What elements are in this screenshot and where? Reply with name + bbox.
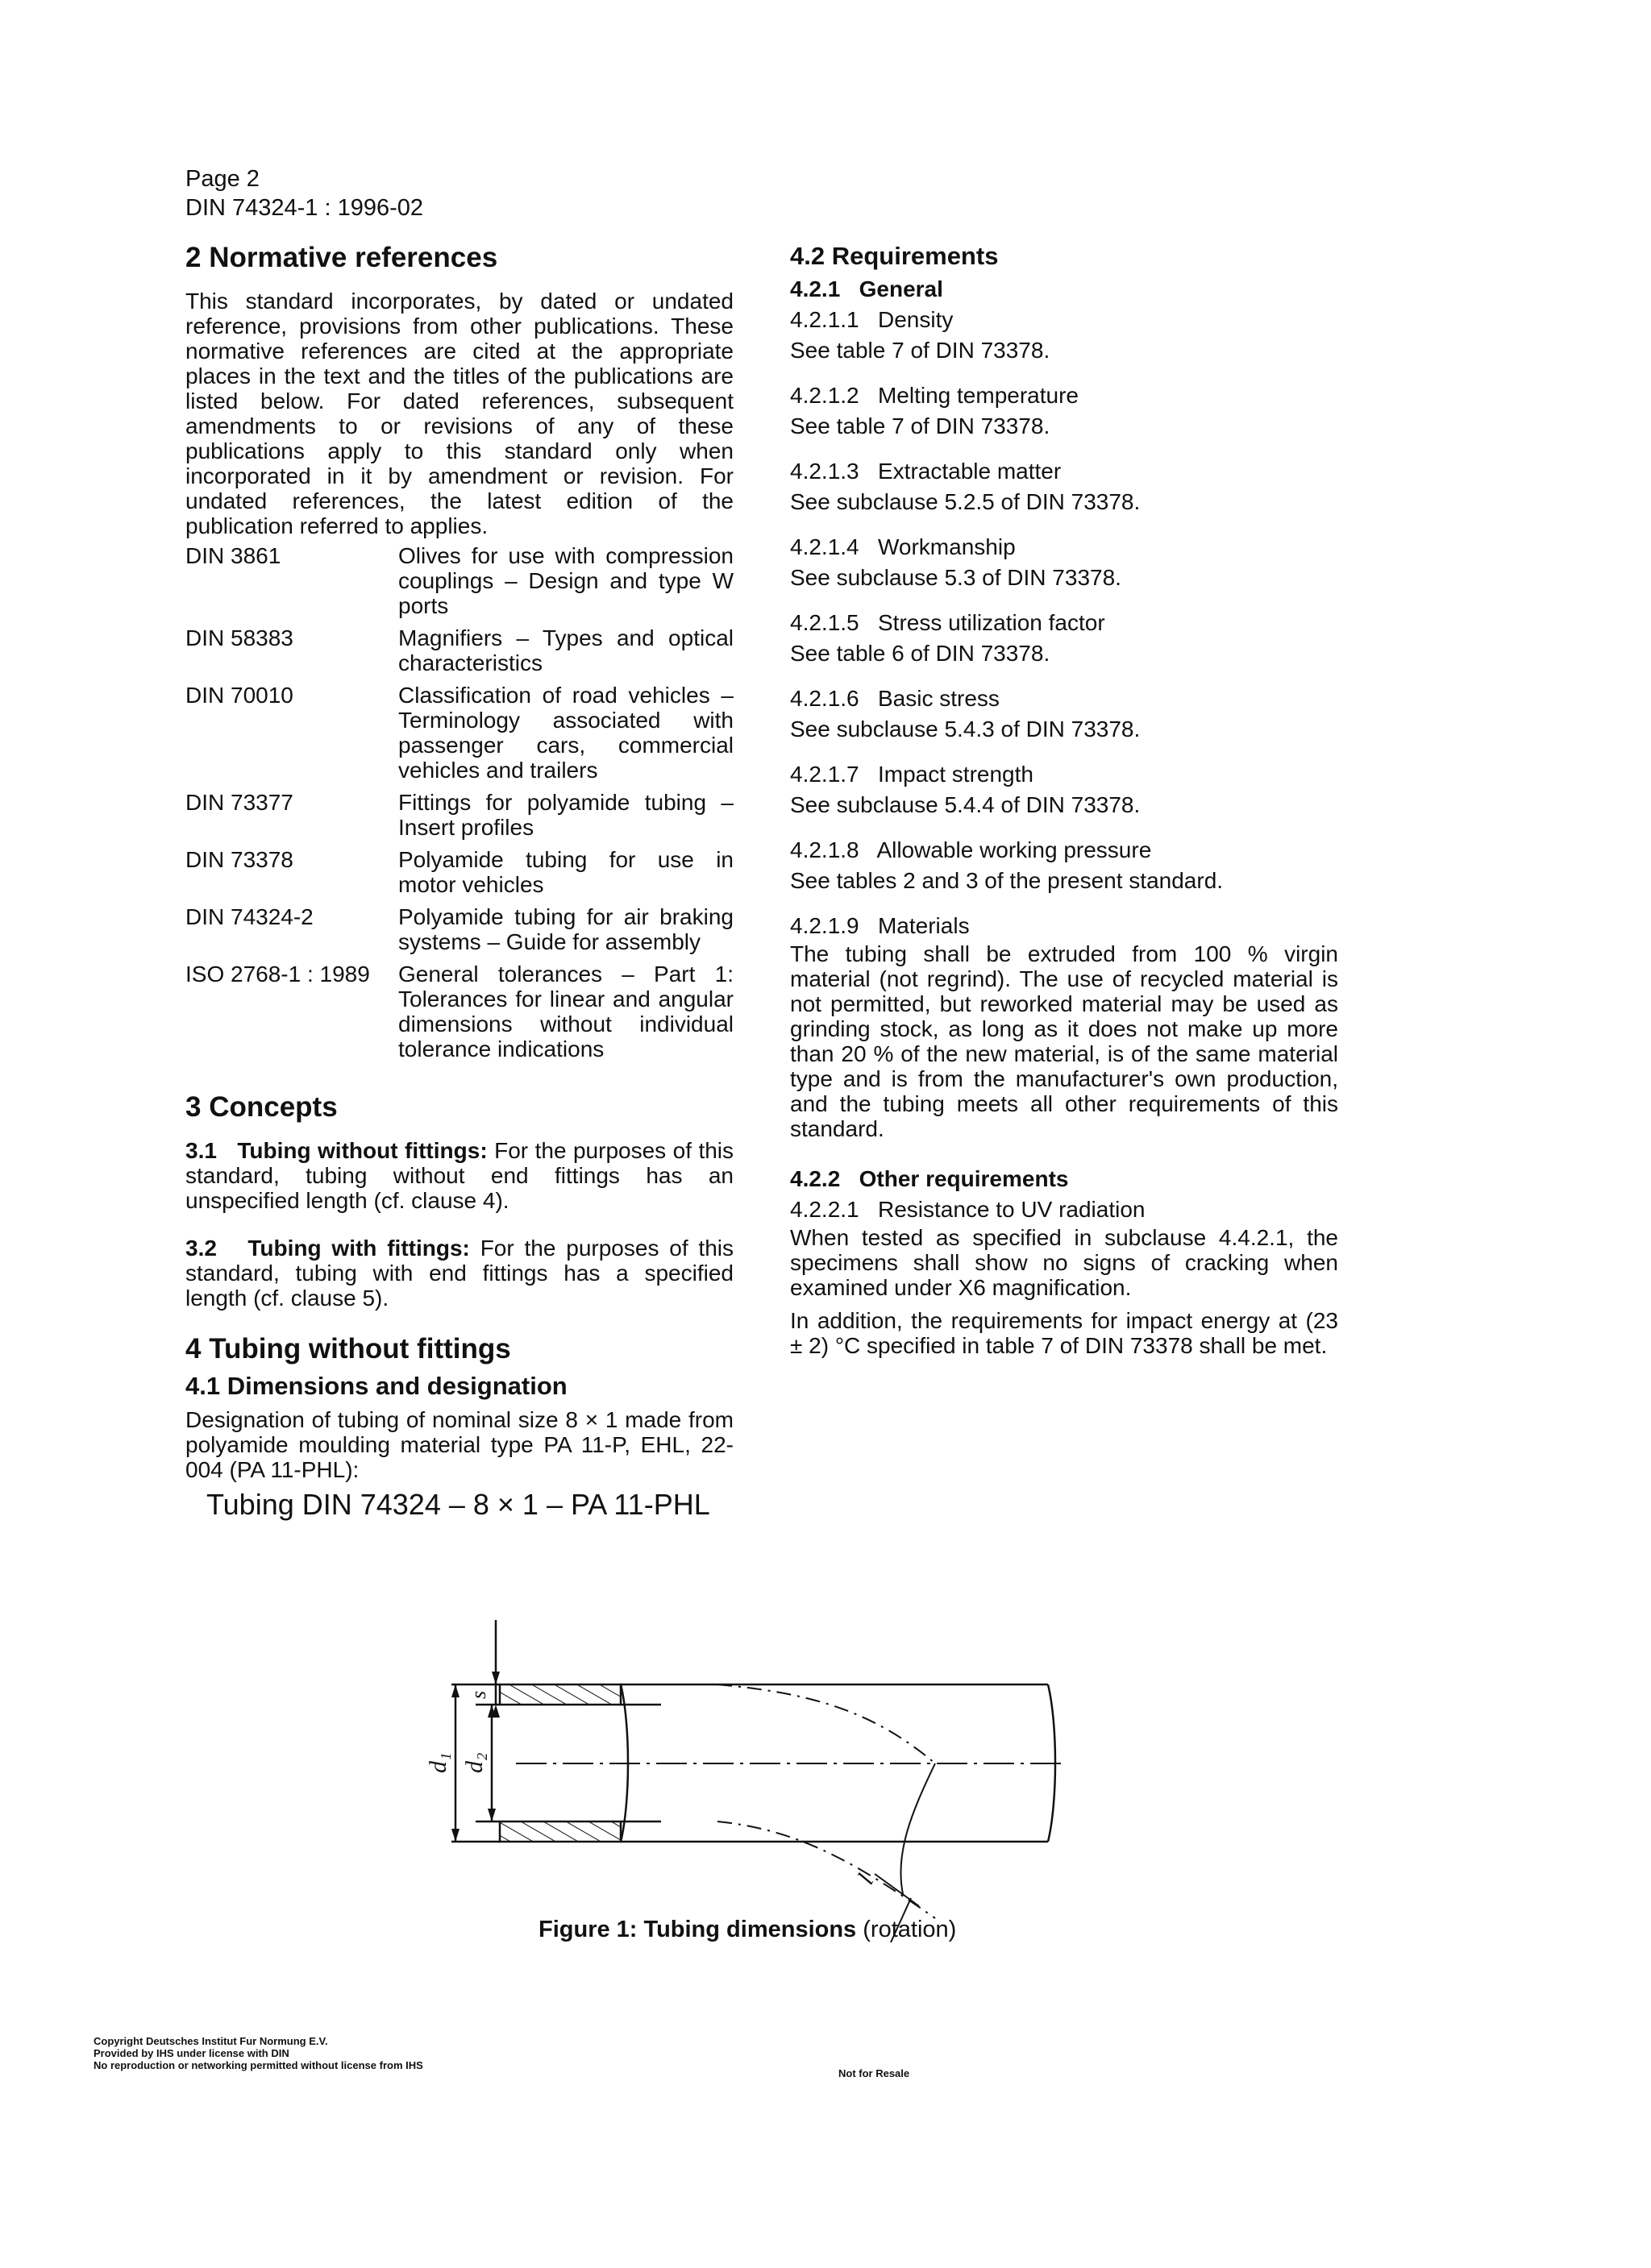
clause-4-2-1	[790, 274, 1338, 305]
uv-number: 4.2.2.1	[790, 1197, 859, 1222]
l-label: l	[852, 1869, 880, 1889]
section-4-1-text: Designation of tubing of nominal size 8 × 1 made from polyamide moulding material type PA 11-P, EHL, 22-004 (PA 11-PHL):	[185, 1407, 734, 1482]
requirement-heading	[790, 608, 1338, 638]
requirement-title: Density	[877, 307, 954, 332]
document-id: DIN 74324-1 : 1996-02	[185, 195, 424, 221]
copyright-footer	[94, 2035, 423, 2071]
reference-row	[185, 543, 734, 618]
requirement-item	[790, 683, 1338, 745]
s-label: s	[467, 1690, 490, 1699]
requirement-text: See subclause 5.4.3 of DIN 73378.	[790, 717, 1141, 741]
reference-title: Olives for use with compression couplings – Design and type W ports	[398, 543, 734, 618]
reference-title: Polyamide tubing for use in motor vehicles	[398, 847, 734, 897]
requirement-heading	[790, 835, 1338, 866]
references-table	[185, 543, 734, 1061]
figure-caption-title: Figure 1: Tubing dimensions	[539, 1917, 857, 1942]
materials-text: The tubing shall be extruded from 100 % virgin material (not regrind). The use of recycled material is not permitted, but reworked material may be used as grinding stock, as long as it does not make up more than 20 % of the new material, is of the same material type and is from the manufacturer's own production, and the tubing meets all other requirements of this standard.	[790, 941, 1338, 1141]
license-line: Provided by IHS under license with DIN	[94, 2047, 289, 2059]
requirement-text: See table 7 of DIN 73378.	[790, 413, 1050, 438]
clause-4-2-2-title: Other requirements	[859, 1166, 1069, 1191]
clause-4-2-1-number: 4.2.1	[790, 276, 841, 301]
reference-row	[185, 790, 734, 840]
requirement-text: See tables 2 and 3 of the present standard.	[790, 868, 1224, 893]
uv-text-1: When tested as specified in subclause 4.4.2.1, the specimens shall show no signs of cracking when examined under X6 magnification.	[790, 1225, 1338, 1300]
figure-caption	[539, 1917, 956, 1943]
section-2-heading: 2 Normative references	[185, 242, 498, 273]
page-number: Page 2	[185, 166, 260, 192]
clause-4-2-2-number: 4.2.2	[790, 1166, 841, 1191]
left-column	[185, 242, 734, 1522]
d2-label: d₂	[461, 1752, 488, 1773]
reference-doc: DIN 58383	[185, 625, 293, 650]
requirement-text: See table 7 of DIN 73378.	[790, 338, 1050, 363]
clause-3-2	[185, 1236, 734, 1311]
reference-title: General tolerances – Part 1: Tolerances for linear and angular dimensions without individual tolerance indications	[398, 962, 734, 1061]
requirement-text: See subclause 5.3 of DIN 73378.	[790, 565, 1121, 590]
requirement-title: Allowable working pressure	[876, 837, 1152, 862]
requirement-heading	[790, 380, 1338, 411]
figure-caption-note: (rotation)	[863, 1917, 957, 1942]
upper-wall-section	[500, 1684, 621, 1705]
clause-3-2-term: Tubing with fittings:	[247, 1236, 470, 1261]
reference-doc: DIN 73377	[185, 790, 293, 815]
section-3-heading: 3 Concepts	[185, 1091, 338, 1123]
clause-3-2-number: 3.2	[185, 1236, 217, 1261]
reference-row	[185, 962, 734, 1061]
requirement-text: See table 6 of DIN 73378.	[790, 641, 1050, 666]
designation-example: Tubing DIN 74324 – 8 × 1 – PA 11-PHL	[206, 1488, 710, 1521]
requirement-title: Basic stress	[877, 686, 1000, 711]
reference-doc: DIN 74324-2	[185, 904, 314, 929]
reference-title: Polyamide tubing for air braking systems – Guide for assembly	[398, 904, 734, 954]
reference-row	[185, 904, 734, 954]
not-for-resale-notice: Not for Resale	[838, 2067, 910, 2079]
section-2-text: This standard incorporates, by dated or undated reference, provisions from other publications. These normative references are cited at the appropriate places in the text and the titles of the publications are listed below. For dated references, subsequent amendments to or revisions of any of these publications apply to this standard only when incorporated in it by amendment or revision. For undated references, the latest edition of the publication referred to applies.	[185, 289, 734, 538]
requirement-number: 4.2.1.8	[790, 837, 859, 862]
materials-title: Materials	[877, 913, 970, 938]
reference-row	[185, 847, 734, 897]
requirement-number: 4.2.1.2	[790, 383, 859, 408]
requirement-title: Workmanship	[877, 534, 1016, 559]
requirement-heading	[790, 305, 1338, 335]
requirement-item	[790, 835, 1338, 896]
requirement-number: 4.2.1.4	[790, 534, 859, 559]
reproduction-line: No reproduction or networking permitted without license from IHS	[94, 2059, 423, 2071]
clause-3-1-term: Tubing without fittings:	[237, 1138, 488, 1163]
clause-4-2-1-title: General	[859, 276, 943, 301]
requirement-item	[790, 380, 1338, 442]
requirement-number: 4.2.1.1	[790, 307, 859, 332]
clause-4-2-2	[790, 1164, 1338, 1194]
reference-title: Classification of road vehicles – Terminology associated with passenger cars, commercial vehicles and trailers	[398, 683, 734, 783]
uv-text-2: In addition, the requirements for impact energy at (23 ± 2) °C specified in table 7 of DIN 73378 shall be met.	[790, 1308, 1338, 1358]
bend-line-lower	[717, 1821, 935, 1918]
requirement-item	[790, 608, 1338, 669]
requirement-heading	[790, 683, 1338, 714]
requirement-item	[790, 759, 1338, 820]
materials-number: 4.2.1.9	[790, 913, 859, 938]
requirement-title: Impact strength	[877, 762, 1033, 787]
reference-doc: DIN 3861	[185, 543, 281, 568]
bend-outline	[900, 1763, 935, 1894]
requirement-heading	[790, 532, 1338, 563]
clause-3-2-text: For the purposes of this standard, tubing with end fittings has a specified length (cf. clause 5).	[185, 1236, 734, 1311]
section-4-2-heading: 4.2 Requirements	[790, 242, 999, 270]
clause-3-1-text: For the purposes of this standard, tubing without end fittings has an unspecified length (cf. clause 4).	[185, 1138, 734, 1213]
page-header	[185, 164, 423, 222]
uv-title: Resistance to UV radiation	[877, 1197, 1146, 1222]
reference-doc: DIN 73378	[185, 847, 293, 872]
copyright-line: Copyright Deutsches Institut Fur Normung E.V.	[94, 2035, 328, 2047]
bend-line-upper	[717, 1684, 935, 1763]
section-4-1-heading: 4.1 Dimensions and designation	[185, 1372, 568, 1400]
requirement-title: Melting temperature	[877, 383, 1079, 408]
materials-heading	[790, 911, 1338, 941]
requirement-number: 4.2.1.6	[790, 686, 859, 711]
reference-row	[185, 683, 734, 783]
lower-wall-section	[500, 1821, 621, 1842]
clause-3-1-number: 3.1	[185, 1138, 217, 1163]
requirement-number: 4.2.1.5	[790, 610, 859, 635]
reference-doc: ISO 2768-1 : 1989	[185, 962, 370, 987]
reference-doc: DIN 70010	[185, 683, 293, 708]
requirement-item	[790, 305, 1338, 366]
section-4-heading: 4 Tubing without fittings	[185, 1333, 511, 1365]
tubing-dimensions-figure	[419, 1620, 1064, 1959]
clause-3-1	[185, 1138, 734, 1213]
requirement-text: See subclause 5.2.5 of DIN 73378.	[790, 489, 1141, 514]
uv-heading	[790, 1194, 1338, 1225]
requirement-title: Stress utilization factor	[877, 610, 1105, 635]
reference-title: Magnifiers – Types and optical characteristics	[398, 625, 734, 675]
l-leader-line	[875, 1874, 919, 1906]
requirement-item	[790, 532, 1338, 593]
requirement-text: See subclause 5.4.4 of DIN 73378.	[790, 792, 1141, 817]
d1-label: d₁	[425, 1752, 451, 1773]
reference-row	[185, 625, 734, 675]
requirement-item	[790, 456, 1338, 517]
reference-title: Fittings for polyamide tubing – Insert profiles	[398, 790, 734, 840]
right-column	[790, 242, 1338, 1358]
requirement-heading	[790, 456, 1338, 487]
requirement-heading	[790, 759, 1338, 790]
requirement-number: 4.2.1.7	[790, 762, 859, 787]
requirement-number: 4.2.1.3	[790, 459, 859, 484]
requirement-title: Extractable matter	[877, 459, 1062, 484]
